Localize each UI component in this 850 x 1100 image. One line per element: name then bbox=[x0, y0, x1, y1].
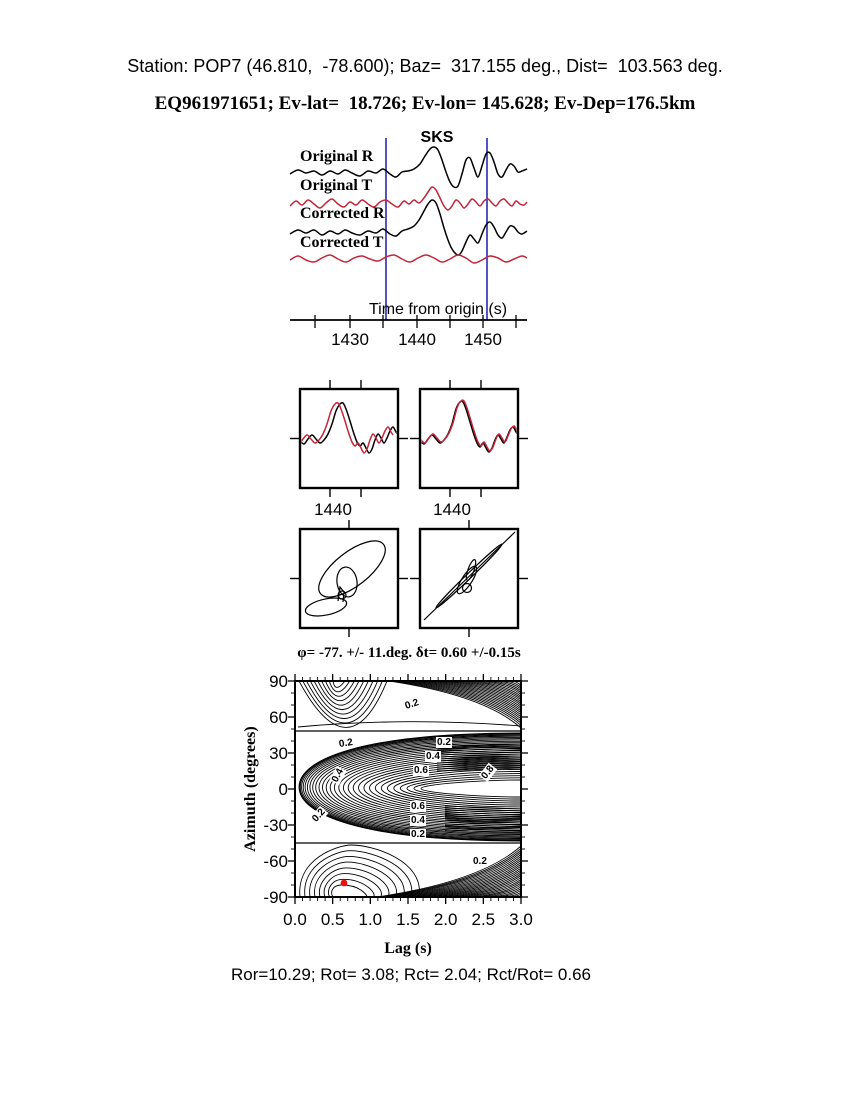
contour-level-label: 0.2 bbox=[473, 856, 487, 867]
lag-tick-label: 2.5 bbox=[471, 910, 496, 929]
particle-motion-before bbox=[290, 519, 408, 639]
lag-tick-label: 1.0 bbox=[358, 910, 383, 929]
contour-level-label: 0.2 bbox=[310, 806, 328, 825]
contour-level-label: 0.6 bbox=[411, 801, 425, 812]
contour-level-label: 0.6 bbox=[414, 765, 428, 776]
trace-label-original-r: Original R bbox=[300, 148, 374, 165]
contour-level-label: 0.2 bbox=[338, 737, 354, 750]
trace-label-corrected-r: Corrected R bbox=[300, 205, 385, 222]
compare-tick-right: 1440 bbox=[433, 500, 471, 519]
contour-level-label: 0.2 bbox=[403, 697, 421, 712]
correlation-results: Ror=10.29; Rot= 3.08; Rct= 2.04; Rct/Rot= 0.66 bbox=[230, 965, 592, 984]
contour-level-label: 0.2 bbox=[411, 829, 425, 840]
splitting-result-title: φ= -77. +/- 11.deg. δt= 0.60 +/-0.15s bbox=[297, 645, 521, 661]
azimuth-tick-label: -30 bbox=[263, 816, 288, 835]
contour-level-label: 0.2 bbox=[437, 737, 451, 748]
azimuth-tick-label: -90 bbox=[263, 888, 288, 907]
azimuth-tick-label: 0 bbox=[278, 780, 288, 799]
time-axis-title: Time from origin (s) bbox=[368, 301, 508, 318]
contour-level-label: 0.4 bbox=[426, 751, 440, 762]
fast-slow-box-after bbox=[410, 379, 528, 499]
azimuth-tick-label: -60 bbox=[263, 852, 288, 871]
lag-tick-label: 1.5 bbox=[396, 910, 420, 929]
lag-tick-label: 3.0 bbox=[509, 910, 533, 929]
trace-label-corrected-t: Corrected T bbox=[300, 234, 384, 251]
lag-tick-label: 0.0 bbox=[283, 910, 307, 929]
lag-tick-label: 2.0 bbox=[433, 910, 458, 929]
station-title: Station: POP7 (46.810, -78.600); Baz= 317.155 deg., Dist= 103.563 deg. bbox=[127, 56, 723, 76]
time-tick-1440: 1440 bbox=[398, 330, 436, 349]
time-tick-1430: 1430 bbox=[331, 330, 369, 349]
event-title: EQ961971651; Ev-lat= 18.726; Ev-lon= 145.628; Ev-Dep=176.5km bbox=[154, 93, 696, 114]
particle-motion-after bbox=[410, 519, 528, 639]
phase-label: SKS bbox=[420, 129, 454, 146]
lag-axis-label: Lag (s) bbox=[384, 940, 432, 957]
contour-level-label: 0.8 bbox=[479, 763, 497, 782]
compare-tick-left: 1440 bbox=[314, 500, 352, 519]
lag-tick-label: 0.5 bbox=[320, 910, 345, 929]
trace-label-original-t: Original T bbox=[300, 177, 373, 194]
contour-level-label: 0.4 bbox=[329, 766, 347, 785]
azimuth-axis-label: Azimuth (degrees) bbox=[242, 726, 259, 852]
time-tick-1450: 1450 bbox=[464, 330, 502, 349]
fast-slow-box-before bbox=[290, 379, 408, 499]
azimuth-tick-label: 90 bbox=[269, 672, 288, 691]
azimuth-tick-label: 60 bbox=[269, 708, 288, 727]
azimuth-tick-label: 30 bbox=[269, 744, 288, 763]
contour-level-label: 0.4 bbox=[411, 815, 425, 826]
